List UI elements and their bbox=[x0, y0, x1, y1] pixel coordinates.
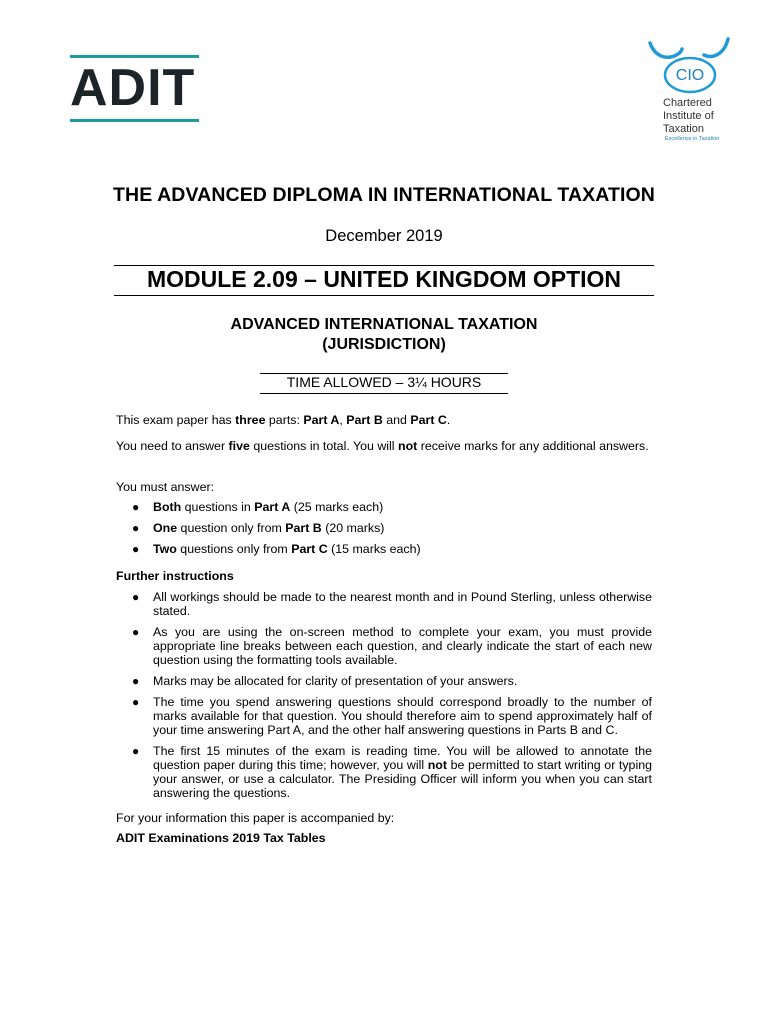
further-instructions-list bbox=[116, 590, 652, 800]
bullet-icon: ● bbox=[132, 590, 140, 604]
adit-logo bbox=[70, 55, 200, 125]
text-run: (20 marks) bbox=[321, 521, 385, 535]
text-run: questions in bbox=[181, 500, 255, 514]
bullet-icon: ● bbox=[132, 695, 140, 709]
module-title: MODULE 2.09 – UNITED KINGDOM OPTION bbox=[146, 266, 622, 292]
text-run-bold: five bbox=[228, 439, 250, 453]
text-run-bold: Part A bbox=[303, 413, 340, 427]
ciot-name-line: Taxation bbox=[663, 123, 704, 135]
text-run: be permitted to start writing or typing your answer, or use a calculator. The Presiding Officer will inform you when you can start answering the questions. bbox=[153, 758, 652, 800]
text-run: questions only from bbox=[176, 542, 292, 556]
further-instructions-heading: Further instructions bbox=[116, 569, 234, 583]
ciot-name-line: Institute of bbox=[663, 110, 714, 122]
ciot-name bbox=[663, 97, 714, 136]
text-run-bold: Two bbox=[153, 542, 177, 556]
text-run: This exam paper has bbox=[116, 413, 236, 427]
text-run-bold: Part B bbox=[285, 521, 322, 535]
list-item bbox=[116, 674, 652, 688]
bullet-icon: ● bbox=[132, 744, 140, 758]
list-item bbox=[116, 500, 652, 514]
text-run-bold: One bbox=[153, 521, 178, 535]
bullet-icon: ● bbox=[132, 500, 140, 514]
text-run: questions in total. You will bbox=[249, 439, 398, 453]
paper-subtitle bbox=[0, 315, 768, 355]
accompanied-by: For your information this paper is accompanied by: bbox=[116, 811, 395, 825]
list-item-text: All workings should be made to the nearest month and in Pound Sterling, unless otherwise stated. bbox=[153, 590, 652, 618]
intro-parts bbox=[116, 413, 652, 427]
subtitle-line: ADVANCED INTERNATIONAL TAXATION bbox=[230, 316, 538, 333]
exam-title: THE ADVANCED DIPLOMA IN INTERNATIONAL TAXATION bbox=[113, 184, 655, 206]
text-run: receive marks for any additional answers. bbox=[417, 439, 649, 453]
text-run: (15 marks each) bbox=[327, 542, 421, 556]
subtitle-line: (JURISDICTION) bbox=[322, 336, 446, 353]
must-answer-label: You must answer: bbox=[116, 480, 215, 494]
list-item-text: Marks may be allocated for clarity of presentation of your answers. bbox=[153, 674, 518, 688]
text-run: You need to answer bbox=[116, 439, 229, 453]
time-rule-bottom bbox=[260, 393, 508, 394]
text-run: The first 15 minutes of the exam is reading time. You will be allowed to annotate the question paper during this time; however, you will bbox=[153, 744, 652, 772]
text-run-bold: Both bbox=[153, 500, 182, 514]
text-run: (25 marks each) bbox=[290, 500, 384, 514]
adit-logo-text: ADIT bbox=[70, 59, 196, 117]
text-run: , bbox=[339, 413, 347, 427]
ciot-name-line: Chartered bbox=[663, 97, 712, 109]
text-run: . bbox=[446, 413, 451, 427]
ciot-mark-text: CIO bbox=[675, 67, 705, 84]
list-item-text: As you are using the on-screen method to complete your exam, you must provide appropriate line breaks between each question, and clearly indicate the start of each new question using the formatting tools available. bbox=[153, 625, 652, 667]
text-run: and bbox=[382, 413, 411, 427]
tax-tables-title: ADIT Examinations 2019 Tax Tables bbox=[116, 831, 326, 845]
logo-bar-top bbox=[70, 55, 199, 58]
text-run: question only from bbox=[177, 521, 286, 535]
logo-bar-bottom bbox=[70, 119, 199, 122]
intro-answer-count bbox=[116, 439, 652, 453]
text-run-bold: three bbox=[235, 413, 266, 427]
list-item bbox=[116, 695, 652, 737]
time-allowed: TIME ALLOWED – 3¼ HOURS bbox=[286, 374, 482, 390]
text-run-bold: Part C bbox=[291, 542, 328, 556]
ciot-logo bbox=[640, 35, 750, 150]
list-item bbox=[116, 542, 652, 556]
ciot-tagline: Excellence in Taxation bbox=[665, 136, 720, 142]
exam-date: December 2019 bbox=[325, 227, 443, 245]
list-item bbox=[116, 744, 652, 800]
text-run-bold: Part A bbox=[254, 500, 291, 514]
list-item-text: The time you spend answering questions should correspond broadly to the number of marks available for that question. You should therefore aim to spend approximately half of your time answering Part A, and the other half answering questions in Parts B and C. bbox=[153, 695, 652, 737]
text-run-bold: not bbox=[427, 758, 447, 772]
module-rule-bottom bbox=[114, 295, 654, 296]
text-run-bold: Part B bbox=[346, 413, 383, 427]
text-run-bold: not bbox=[398, 439, 418, 453]
bullet-icon: ● bbox=[132, 542, 140, 556]
list-item bbox=[116, 625, 652, 667]
bullet-icon: ● bbox=[132, 521, 140, 535]
text-run-bold: Part C bbox=[410, 413, 447, 427]
bullet-icon: ● bbox=[132, 674, 140, 688]
owl-icon bbox=[640, 35, 750, 97]
list-item bbox=[116, 590, 652, 618]
list-item bbox=[116, 521, 652, 535]
text-run: parts: bbox=[265, 413, 304, 427]
must-answer-list bbox=[116, 500, 652, 556]
bullet-icon: ● bbox=[132, 625, 140, 639]
